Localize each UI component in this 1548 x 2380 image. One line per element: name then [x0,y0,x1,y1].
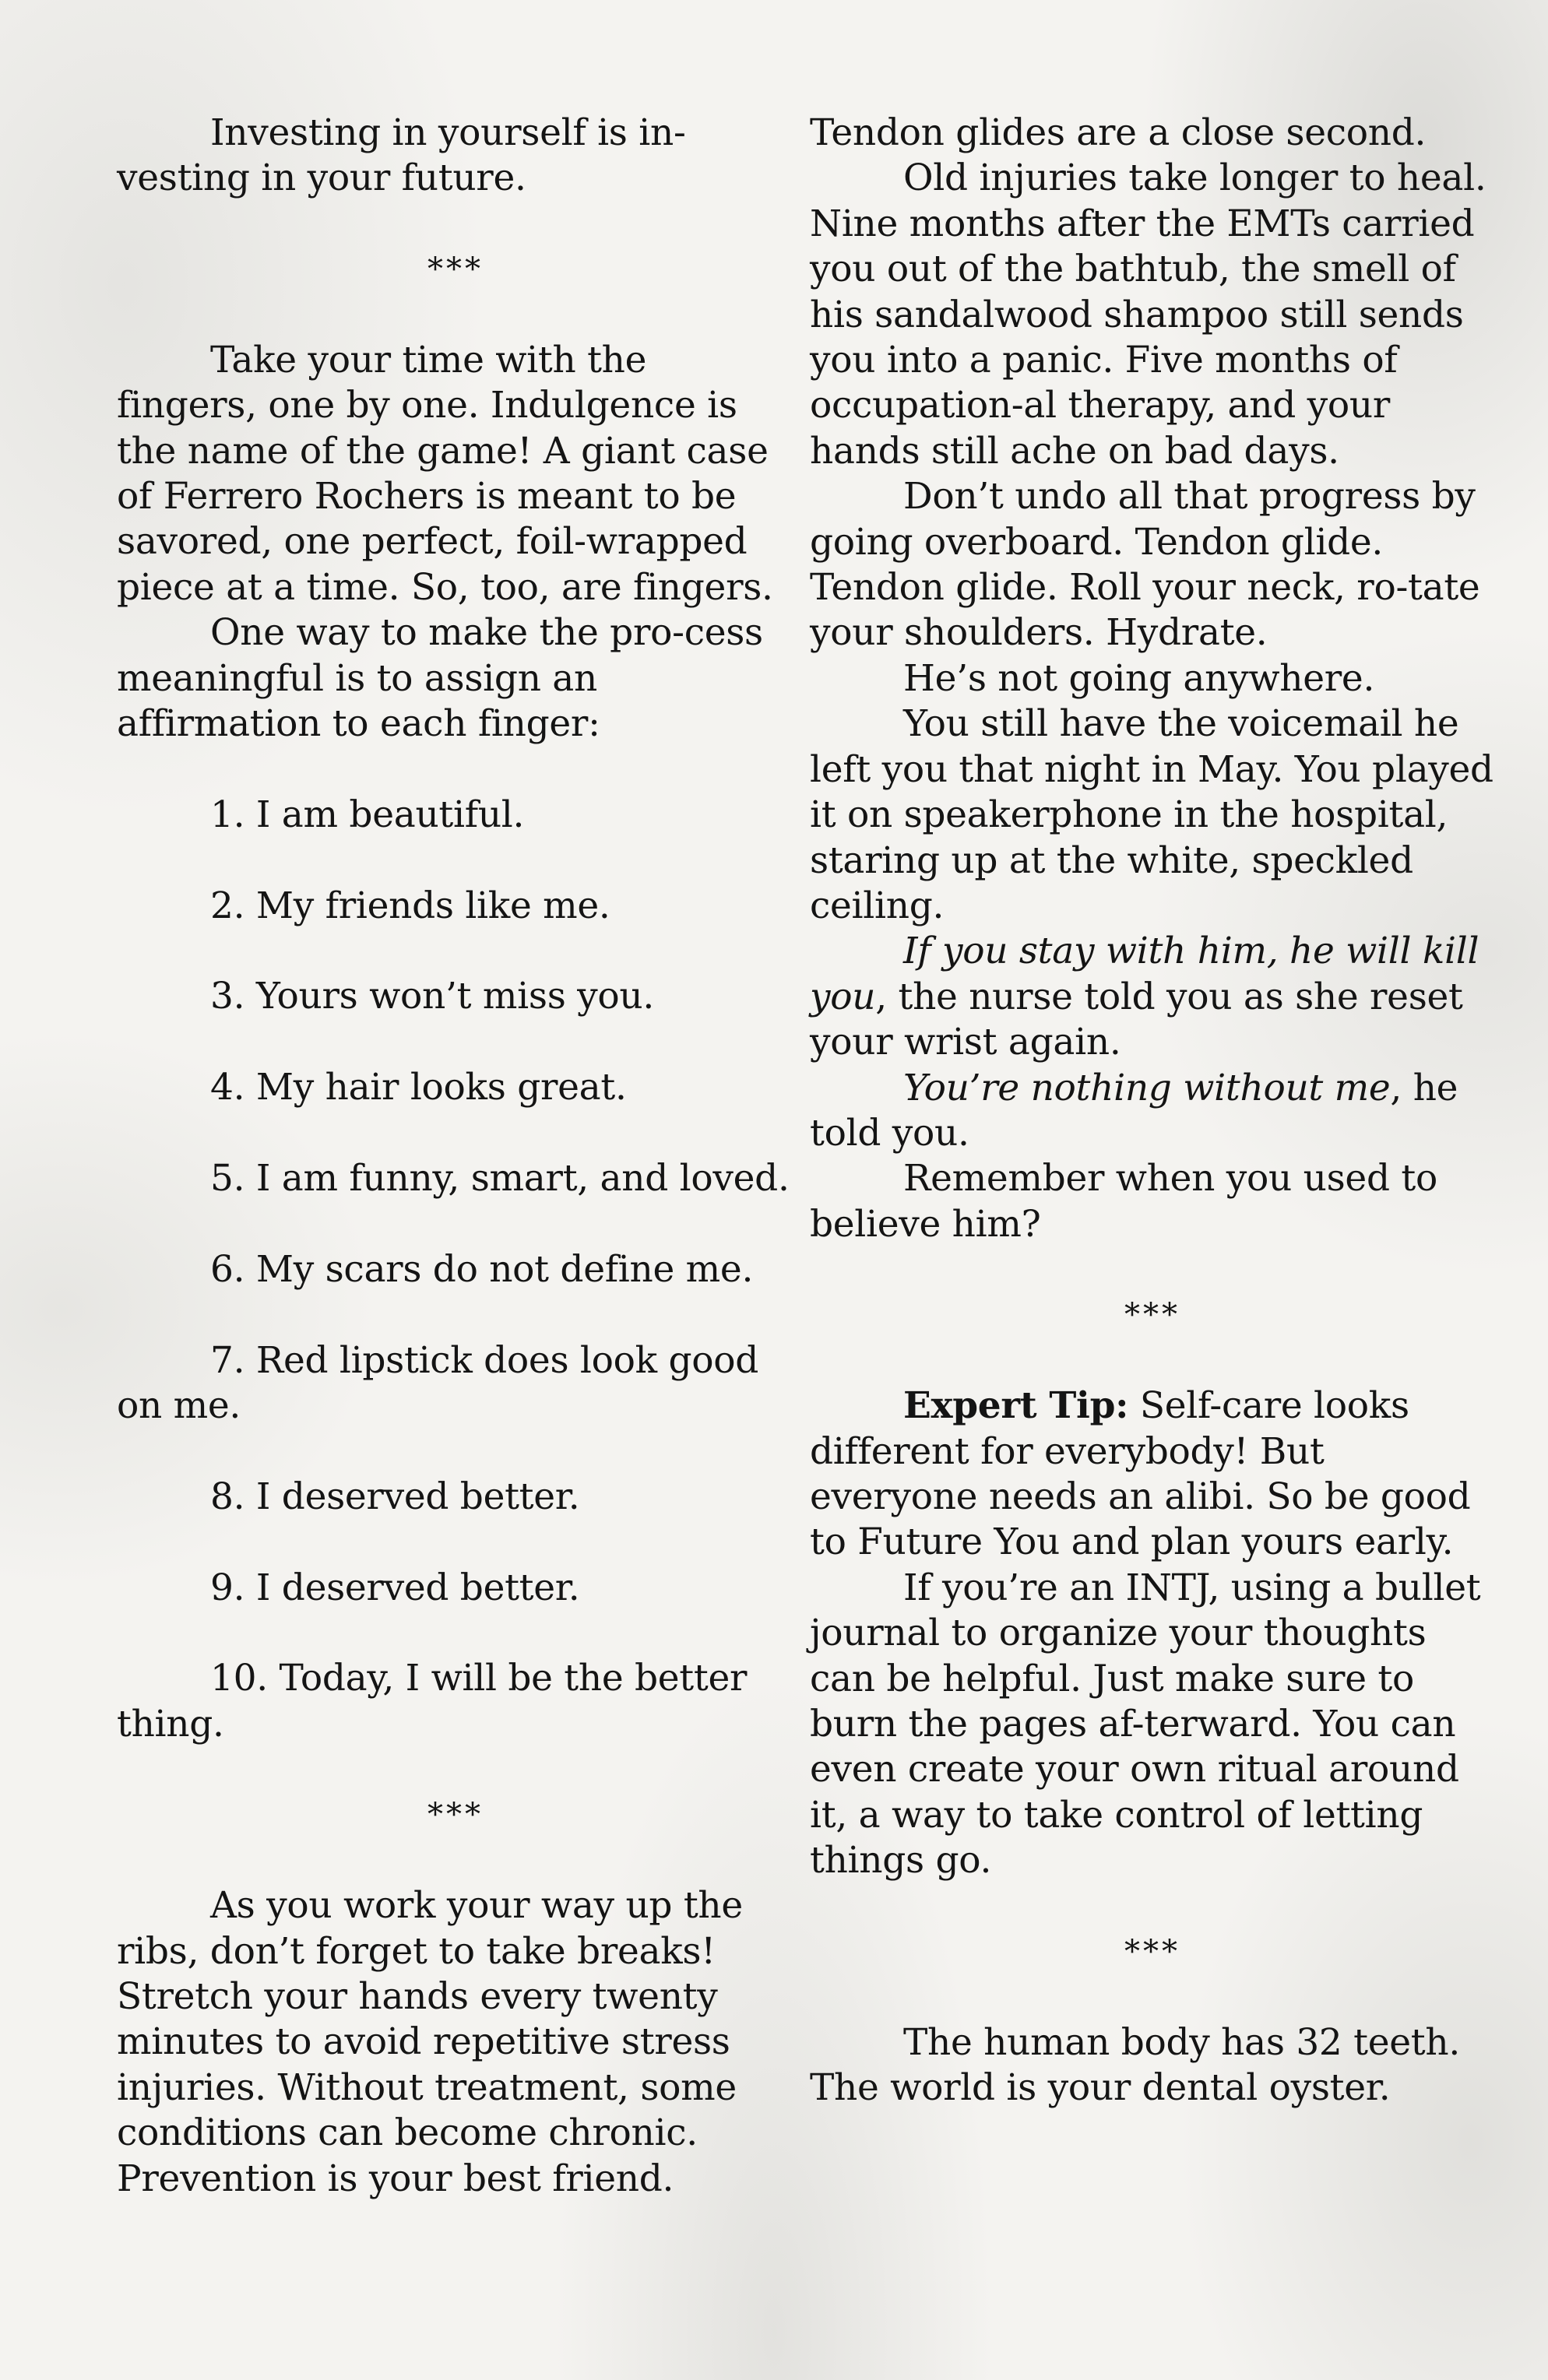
expert-tip-text: Self-care looks different for everybody! But everyone needs an alibi. So be good to Future You and plan yours early. [810,1384,1471,1564]
paragraph: As you work your way up the ribs, don’t forget to take breaks! Stretch your hands every twenty minutes to avoid repetitive stress injuries. Without treatment, some conditions can become chronic. Prevention is your best friend. [117,1884,743,2200]
list-item: 8. I deserved better. [210,1475,580,1518]
italic-quote: You’re nothing without me [903,1066,1391,1109]
list-item: 6. My scars do not define me. [210,1247,754,1291]
paragraph [810,929,1495,1065]
paragraph: One way to make the pro-cess meaningful is to assign an affirmation to each finger: [117,611,763,746]
paragraph: Tendon glides are a close second. [810,111,1427,154]
list-item: 10. Today, I will be the better thing. [117,1657,748,1745]
section-separator: *** [427,1797,484,1833]
spacer [117,1611,794,1656]
list-item: 5. I am funny, smart, and loved. [210,1157,790,1201]
paragraph: Remember when you used to believe him? [810,1157,1437,1246]
spacer [117,1020,794,1065]
list-item: 3. Yours won’t miss you. [210,975,655,1018]
right-column [810,111,1495,2111]
paragraph: Old injuries take longer to heal. Nine months after the EMTs carried you out of the bathtub, the smell of his sandalwood shampoo still sends you into a panic. Five months of occupation-al therapy, and your hands still ache on bad days. [810,156,1486,473]
expert-tip [810,1383,1495,1566]
list-item: 4. My hair looks great. [210,1066,627,1109]
paragraph-text: , the nurse told you as she reset your wrist again. [810,975,1463,1064]
spacer [117,1201,794,1246]
italic-quote: If you stay with him, he will kill you [810,930,1479,1018]
paragraph: Investing in yourself is in-vesting in your future. [117,111,686,200]
list-item: 9. I deserved better. [210,1566,580,1609]
paragraph-text: , he told you. [810,1066,1458,1155]
list-item: 7. Red lipstick does look good on me. [117,1338,759,1428]
paragraph: If you’re an INTJ, using a bullet journal to organize your thoughts can be helpful. Just make sure to burn the pages af-terward. You can even create your own ritual around it, a way to take control of letting things go. [810,1566,1481,1883]
paragraph: Take your time with the fingers, one by one. Indulgence is the name of the game! A giant case of Ferrero Rochers is meant to be savored, one perfect, foil-wrapped piece at a time. So, too, are fingers. [117,338,773,609]
section-separator: *** [1124,1297,1180,1334]
spacer [117,1520,794,1565]
spacer [117,747,794,792]
spacer [117,929,794,974]
spacer [117,838,794,883]
paragraph: You still have the voicemail he left you that night in May. You played it on speakerphone in the hospital, staring up at the white, speckled ceiling. [810,702,1493,927]
spacer [117,1292,794,1338]
left-column [117,111,794,2202]
paragraph: The human body has 32 teeth. The world is your dental oyster. [810,2020,1460,2110]
list-item: 1. I am beautiful. [210,793,525,836]
paragraph [810,1066,1495,1157]
spacer [117,1429,794,1474]
section-separator: *** [1124,1933,1180,1970]
list-item: 2. My friends like me. [210,884,610,927]
spacer [117,1111,794,1156]
section-separator: *** [427,251,484,287]
paragraph: He’s not going anywhere. [903,656,1375,700]
paragraph: Don’t undo all that progress by going overboard. Tendon glide. Tendon glide. Roll your neck, ro-tate your shoulders. Hydrate. [810,475,1480,655]
expert-tip-label: Expert Tip: [903,1384,1129,1428]
